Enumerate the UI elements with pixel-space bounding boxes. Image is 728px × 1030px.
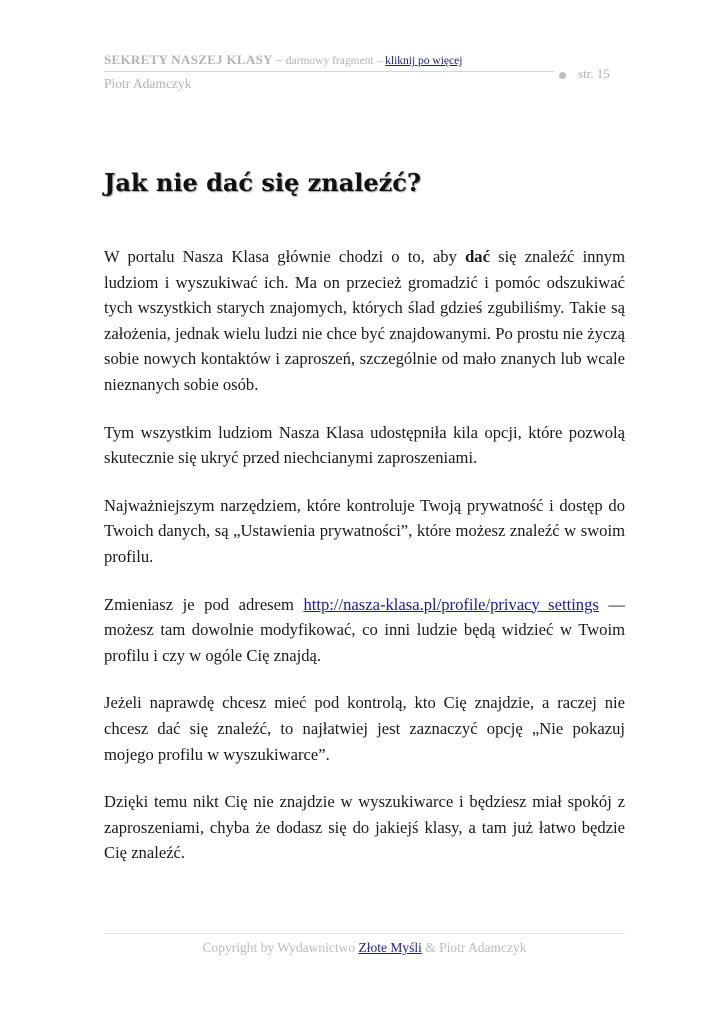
fragment-label: darmowy fragment: [285, 55, 374, 67]
more-link[interactable]: kliknij po więcej: [385, 55, 463, 67]
copyright-prefix: Copyright by Wydawnictwo: [202, 940, 359, 955]
article-title: Jak nie dać się znaleźć?: [104, 168, 421, 197]
page-footer: [104, 940, 625, 956]
publisher-link[interactable]: Złote Myśli: [358, 940, 422, 955]
paragraph: Tym wszystkim ludziom Nasza Klasa udostępniła kila opcji, które pozwolą skutecznie się ukryć przed niechcianymi zaproszeniami.: [104, 422, 625, 468]
paragraph: Jeżeli naprawdę chcesz mieć pod kontrolą, kto Cię znajdzie, a raczej nie chcesz dać się znaleźć, to najłatwiej jest zaznaczyć opcję „Nie pokazuj mojego profilu w wyszukiwarce”.: [104, 693, 625, 764]
header-divider: [104, 71, 554, 72]
page-number-label: str. 15: [578, 66, 610, 81]
header-dash: –: [373, 55, 386, 67]
paragraph: Zmieniasz je pod adresem http://nasza-klasa.pl/profile/privacy_settings — możesz tam dowolnie modyfikować, co inni ludzie będą widzieć w Twoim profilu i czy w ogóle Cię znajdą.: [104, 594, 626, 665]
paragraph: W portalu Nasza Klasa głównie chodzi o to, aby dać się znaleźć innym ludziom i wyszukiwać ich. Ma on przecież gromadzić i pomóc odszukiwać tych wszystkich starych znajomych, których ślad gdzieś zgubiliśmy. Takie są założenia, jednak wielu ludzi nie chce być znajdowanymi. Po prostu nie życzą sobie nowych kontaktów i zaproszeń, szczególnie od mało znanych lub wcale nieznanych sobie osób.: [104, 247, 625, 394]
bullet-icon: [559, 72, 566, 79]
article-body: [104, 244, 625, 888]
bold-word: dać: [465, 247, 490, 266]
page-header: [104, 52, 624, 91]
header-dash: –: [272, 52, 286, 67]
header-book-line: [104, 52, 624, 68]
copyright-suffix: & Piotr Adamczyk: [421, 940, 527, 955]
paragraph: Dzięki temu nikt Cię nie znajdzie w wyszukiwarce i będziesz miał spokój z zaproszeniami, chyba że dodasz się do jakiejś klasy, a tam już łatwo będzie Cię znaleźć.: [104, 792, 625, 863]
footer-divider: [104, 933, 625, 934]
privacy-settings-link[interactable]: http://nasza-klasa.pl/profile/privacy_settings: [303, 594, 599, 614]
header-author: Piotr Adamczyk: [104, 76, 192, 91]
page-number: [559, 66, 610, 82]
paragraph: Najważniejszym narzędziem, które kontroluje Twoją prywatność i dostęp do Twoich danych, są „Ustawienia prywatności”, które możesz znaleźć w swoim profilu.: [104, 495, 625, 566]
book-title: SEKRETY NASZEJ KLASY: [104, 52, 273, 67]
